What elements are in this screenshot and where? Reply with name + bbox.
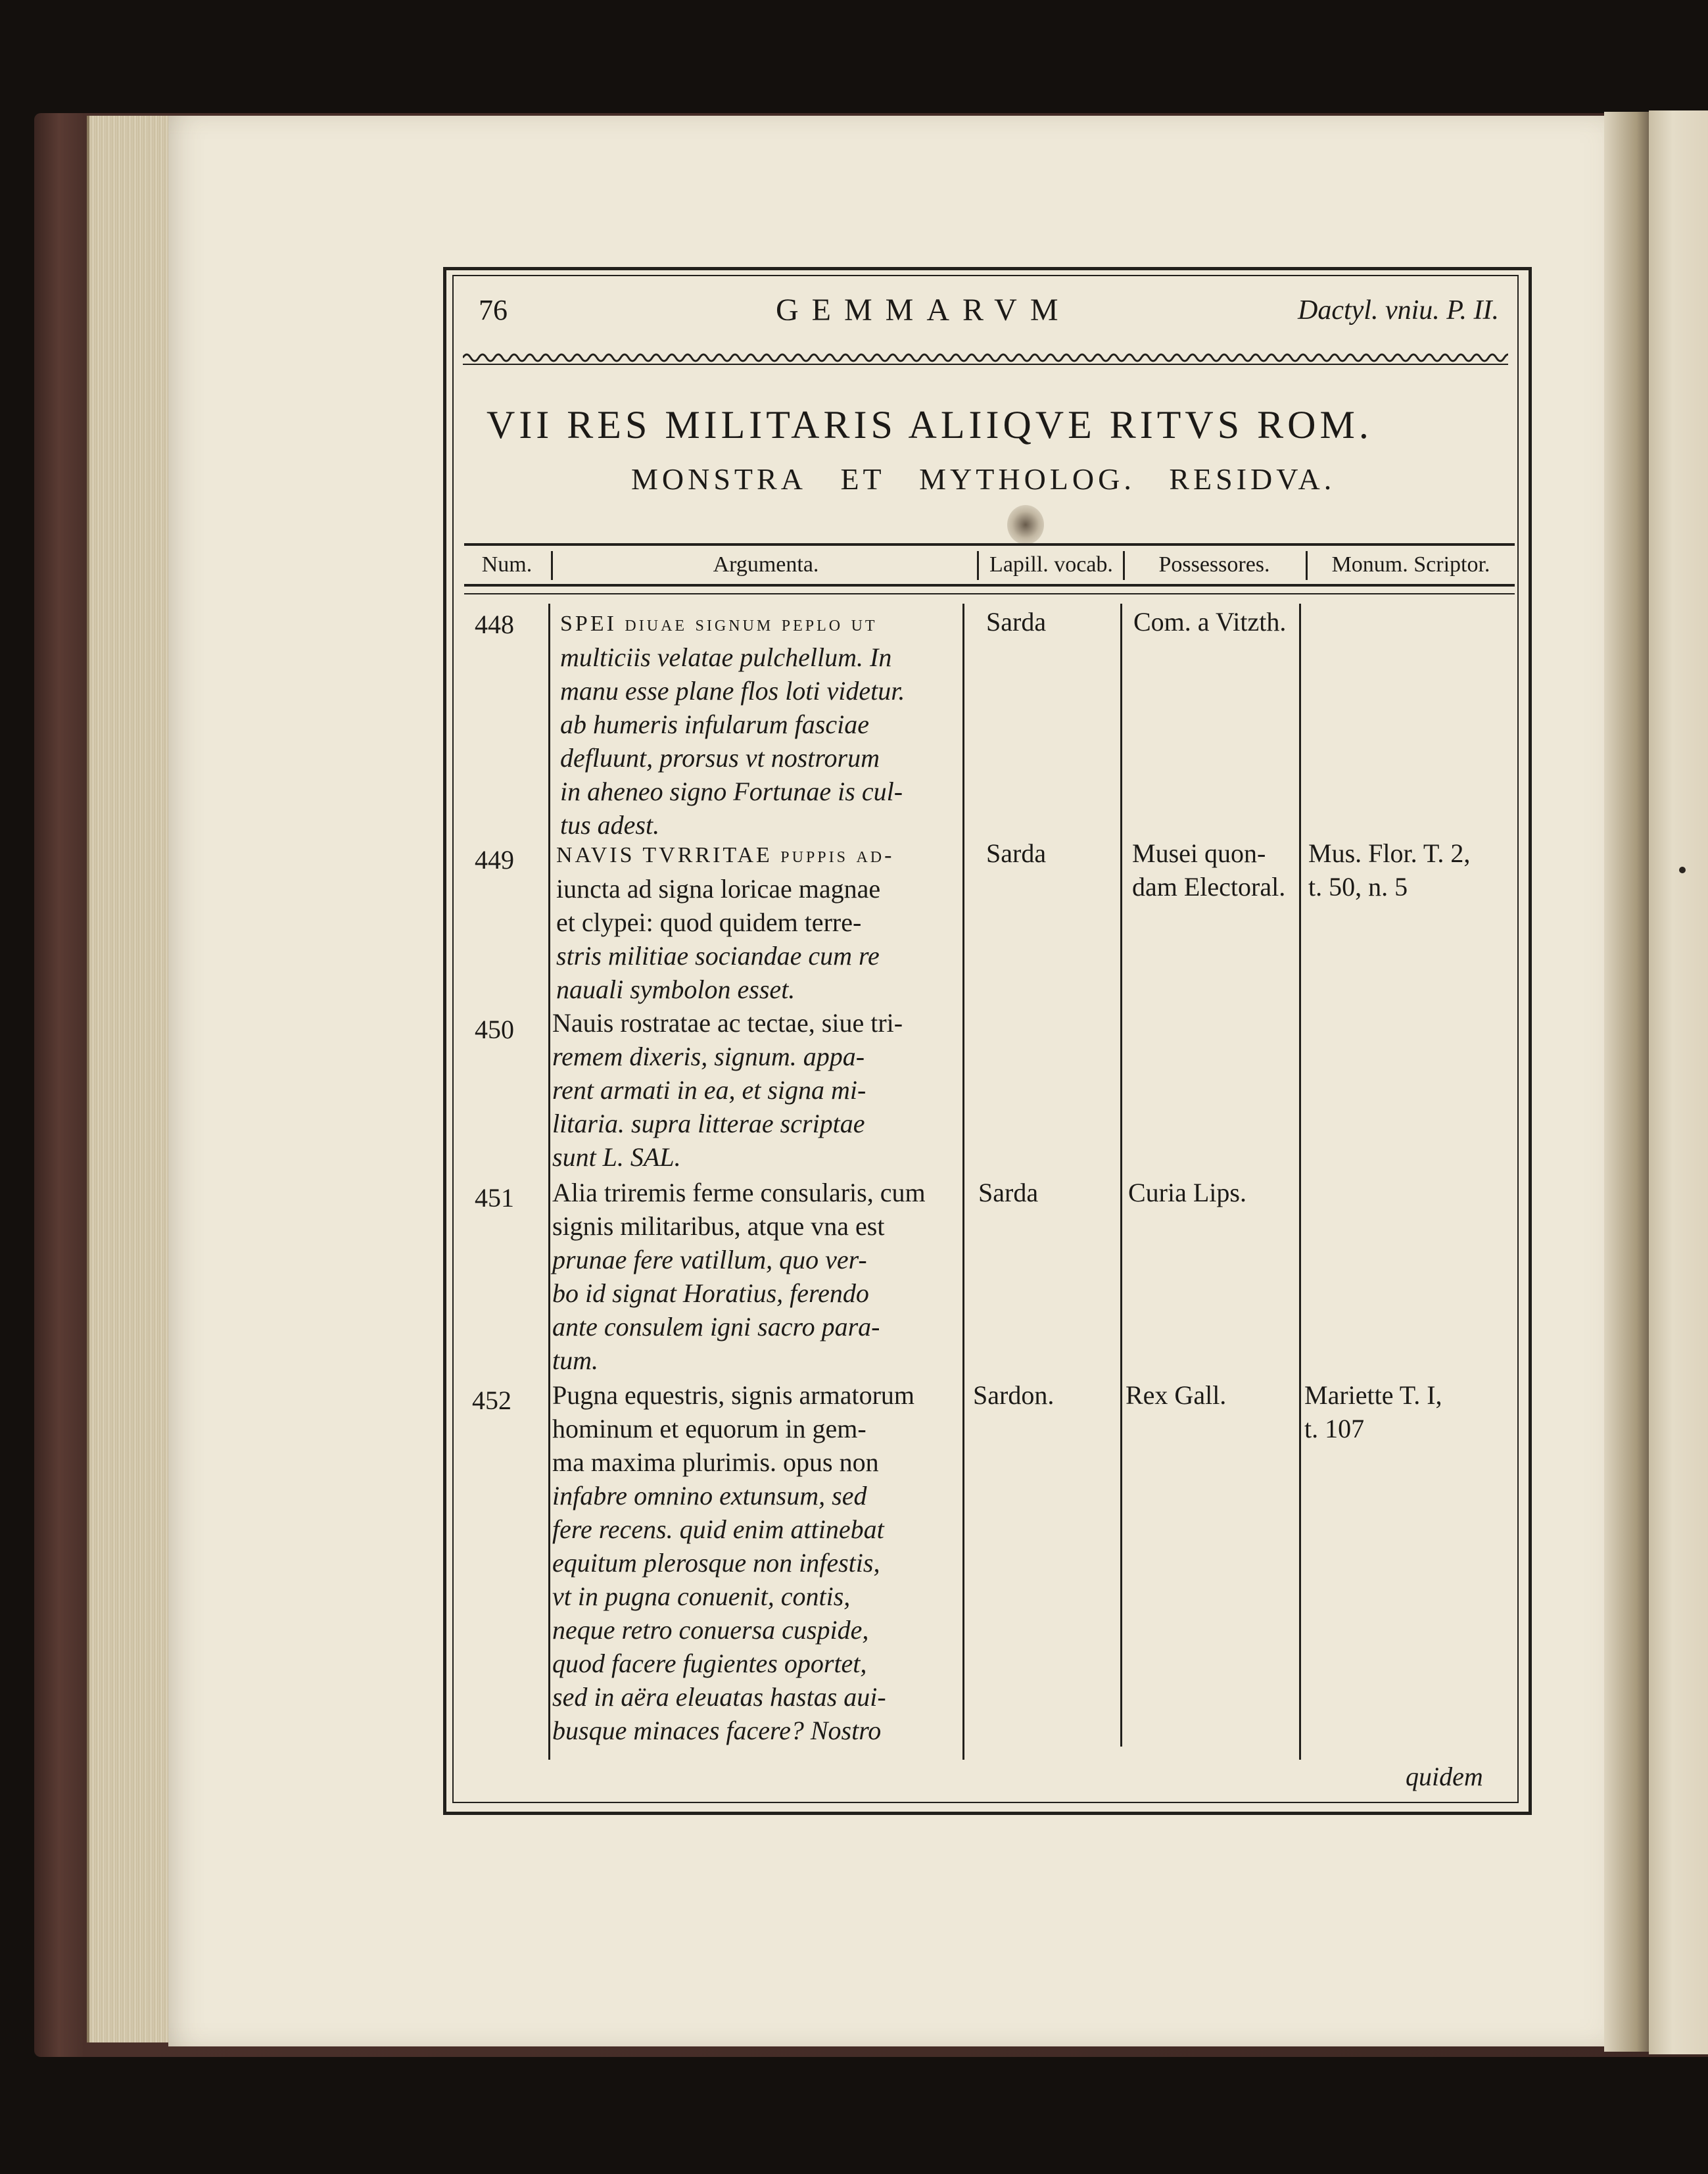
row-number: 452 [472,1386,511,1415]
header-rule-thin [464,593,1515,594]
argument-line: ma maxima plurimis. opus non [552,1447,879,1477]
argument-line: equitum plerosque non infestis, [552,1548,880,1578]
row-number: 451 [475,1183,514,1213]
column-header-possessores: Possessores. [1158,552,1270,577]
column-divider [962,604,964,1760]
monumentum [1304,1378,1442,1445]
argument-line: Alia triremis ferme consularis, cum [552,1178,926,1207]
argument-line-text: SPEI diuae signum peplo ut [560,612,878,636]
argument-line: signis militaribus, atque vna est [552,1211,885,1241]
argument-line: tus adest. [560,810,660,840]
column-divider [1299,604,1301,1760]
argument-text [552,1176,947,1377]
argument-line: Nauis rostratae ac tectae, siue tri- [552,1008,903,1038]
argument-line: ante consulem igni sacro para- [552,1312,880,1341]
argument-line: quod facere fugientes oportet, [552,1649,867,1678]
argument-text [552,1378,947,1747]
argument-line: nauali symbolon esset. [556,975,795,1004]
possessor [1126,1378,1226,1412]
header-divider [1123,551,1125,580]
possessor [1132,836,1285,904]
possessor-line: Rex Gall. [1126,1380,1227,1410]
row-number: 448 [475,610,514,639]
monumentum-line: Mus. Flor. T. 2, [1308,838,1471,868]
monumentum-line: t. 50, n. 5 [1308,872,1408,902]
catchword: quidem [1406,1762,1483,1791]
monumentum-line: t. 107 [1304,1414,1365,1443]
margin-mark [1679,867,1686,873]
lapis-name: Sarda [986,838,1047,868]
argument-text [560,605,955,842]
facing-page-edge [1649,110,1708,2054]
argument-line: stris militiae sociandae cum re [556,941,880,971]
argument-text [552,1006,947,1174]
argument-line: infabre omnino extunsum, sed [552,1481,867,1510]
lapis-name: Sarda [986,607,1047,637]
row-number: 449 [475,845,514,875]
monumentum [1308,836,1470,904]
argument-line: manu esse plane flos loti videtur. [560,676,905,706]
argument-line: busque minaces facere? Nostro [552,1716,882,1745]
argument-line: remem dixeris, signum. appa- [552,1042,865,1071]
possessor [1128,1176,1246,1209]
ornamental-wave-rule [463,349,1508,368]
column-header-num: Num. [481,552,533,577]
header-divider [551,551,553,580]
argument-line: litaria. supra litterae scriptae [552,1109,865,1138]
argument-line: iuncta ad signa loricae magnae [556,874,881,904]
argument-line: sed in aëra eleuatas hastas aui- [552,1682,886,1712]
argument-line [560,605,955,640]
header-divider [977,551,979,580]
running-head-right: Dactyl. vniu. P. II. [1298,295,1499,326]
possessor [1133,605,1286,639]
subtitle-word: RESIDVA. [1169,462,1336,496]
running-title: GEMMARVM [776,293,1072,327]
argument-line: neque retro conuersa cuspide, [552,1615,869,1645]
column-header-monumenta: Monum. Scriptor. [1331,552,1490,577]
argument-line: Pugna equestris, signis armatorum [552,1380,915,1410]
argument-line-text: NAVIS TVRRITAE puppis ad- [556,843,895,867]
page-number: 76 [479,294,508,326]
argument-line: defluunt, prorsus vt nostrorum [560,743,880,773]
section-title: VII RES MILITARIS ALIIQVE RITVS ROM. [486,403,1373,447]
argument-line [556,836,951,872]
argument-line: multiciis velatae pulchellum. In [560,642,892,672]
argument-line: bo id signat Horatius, ferendo [552,1278,869,1308]
possessor-line: Musei quon- [1132,838,1266,868]
column-divider [548,604,550,1760]
subtitle-word: MONSTRA [631,462,807,496]
argument-line: rent armati in ea, et signa mi- [552,1075,866,1105]
argument-line: hominum et equorum in gem- [552,1414,866,1443]
subtitle-word: ET [840,462,886,496]
possessor-line: Com. a Vitzth. [1133,607,1287,637]
header-divider [1306,551,1308,580]
possessor-line: Curia Lips. [1128,1178,1246,1207]
argument-line: in aheneo signo Fortunae is cul- [560,777,903,806]
monumentum-line: Mariette T. I, [1304,1380,1442,1410]
argument-line: sunt L. SAL. [552,1142,681,1172]
argument-line: vt in pugna conuenit, contis, [552,1582,851,1611]
column-header-lapis: Lapill. vocab. [989,552,1113,577]
argument-line: fere recens. quid enim attinebat [552,1514,884,1544]
row-number: 450 [475,1015,514,1044]
column-header-argumenta: Argumenta. [713,552,819,577]
section-subtitle [631,462,1420,496]
argument-line: tum. [552,1345,598,1375]
argument-text [556,836,951,1006]
lapis-name: Sardon. [973,1380,1055,1410]
column-divider [1120,604,1122,1747]
argument-line: prunae fere vatillum, quo ver- [552,1245,867,1274]
argument-line: et clypei: quod quidem terre- [556,907,862,937]
header-rule [464,584,1515,587]
lapis-name: Sarda [978,1178,1039,1207]
argument-line: ab humeris infularum fasciae [560,710,869,739]
table-top-rule [464,543,1515,546]
possessor-line: dam Electoral. [1132,872,1286,902]
subtitle-word: MYTHOLOG. [919,462,1135,496]
page-edges [87,116,174,2042]
